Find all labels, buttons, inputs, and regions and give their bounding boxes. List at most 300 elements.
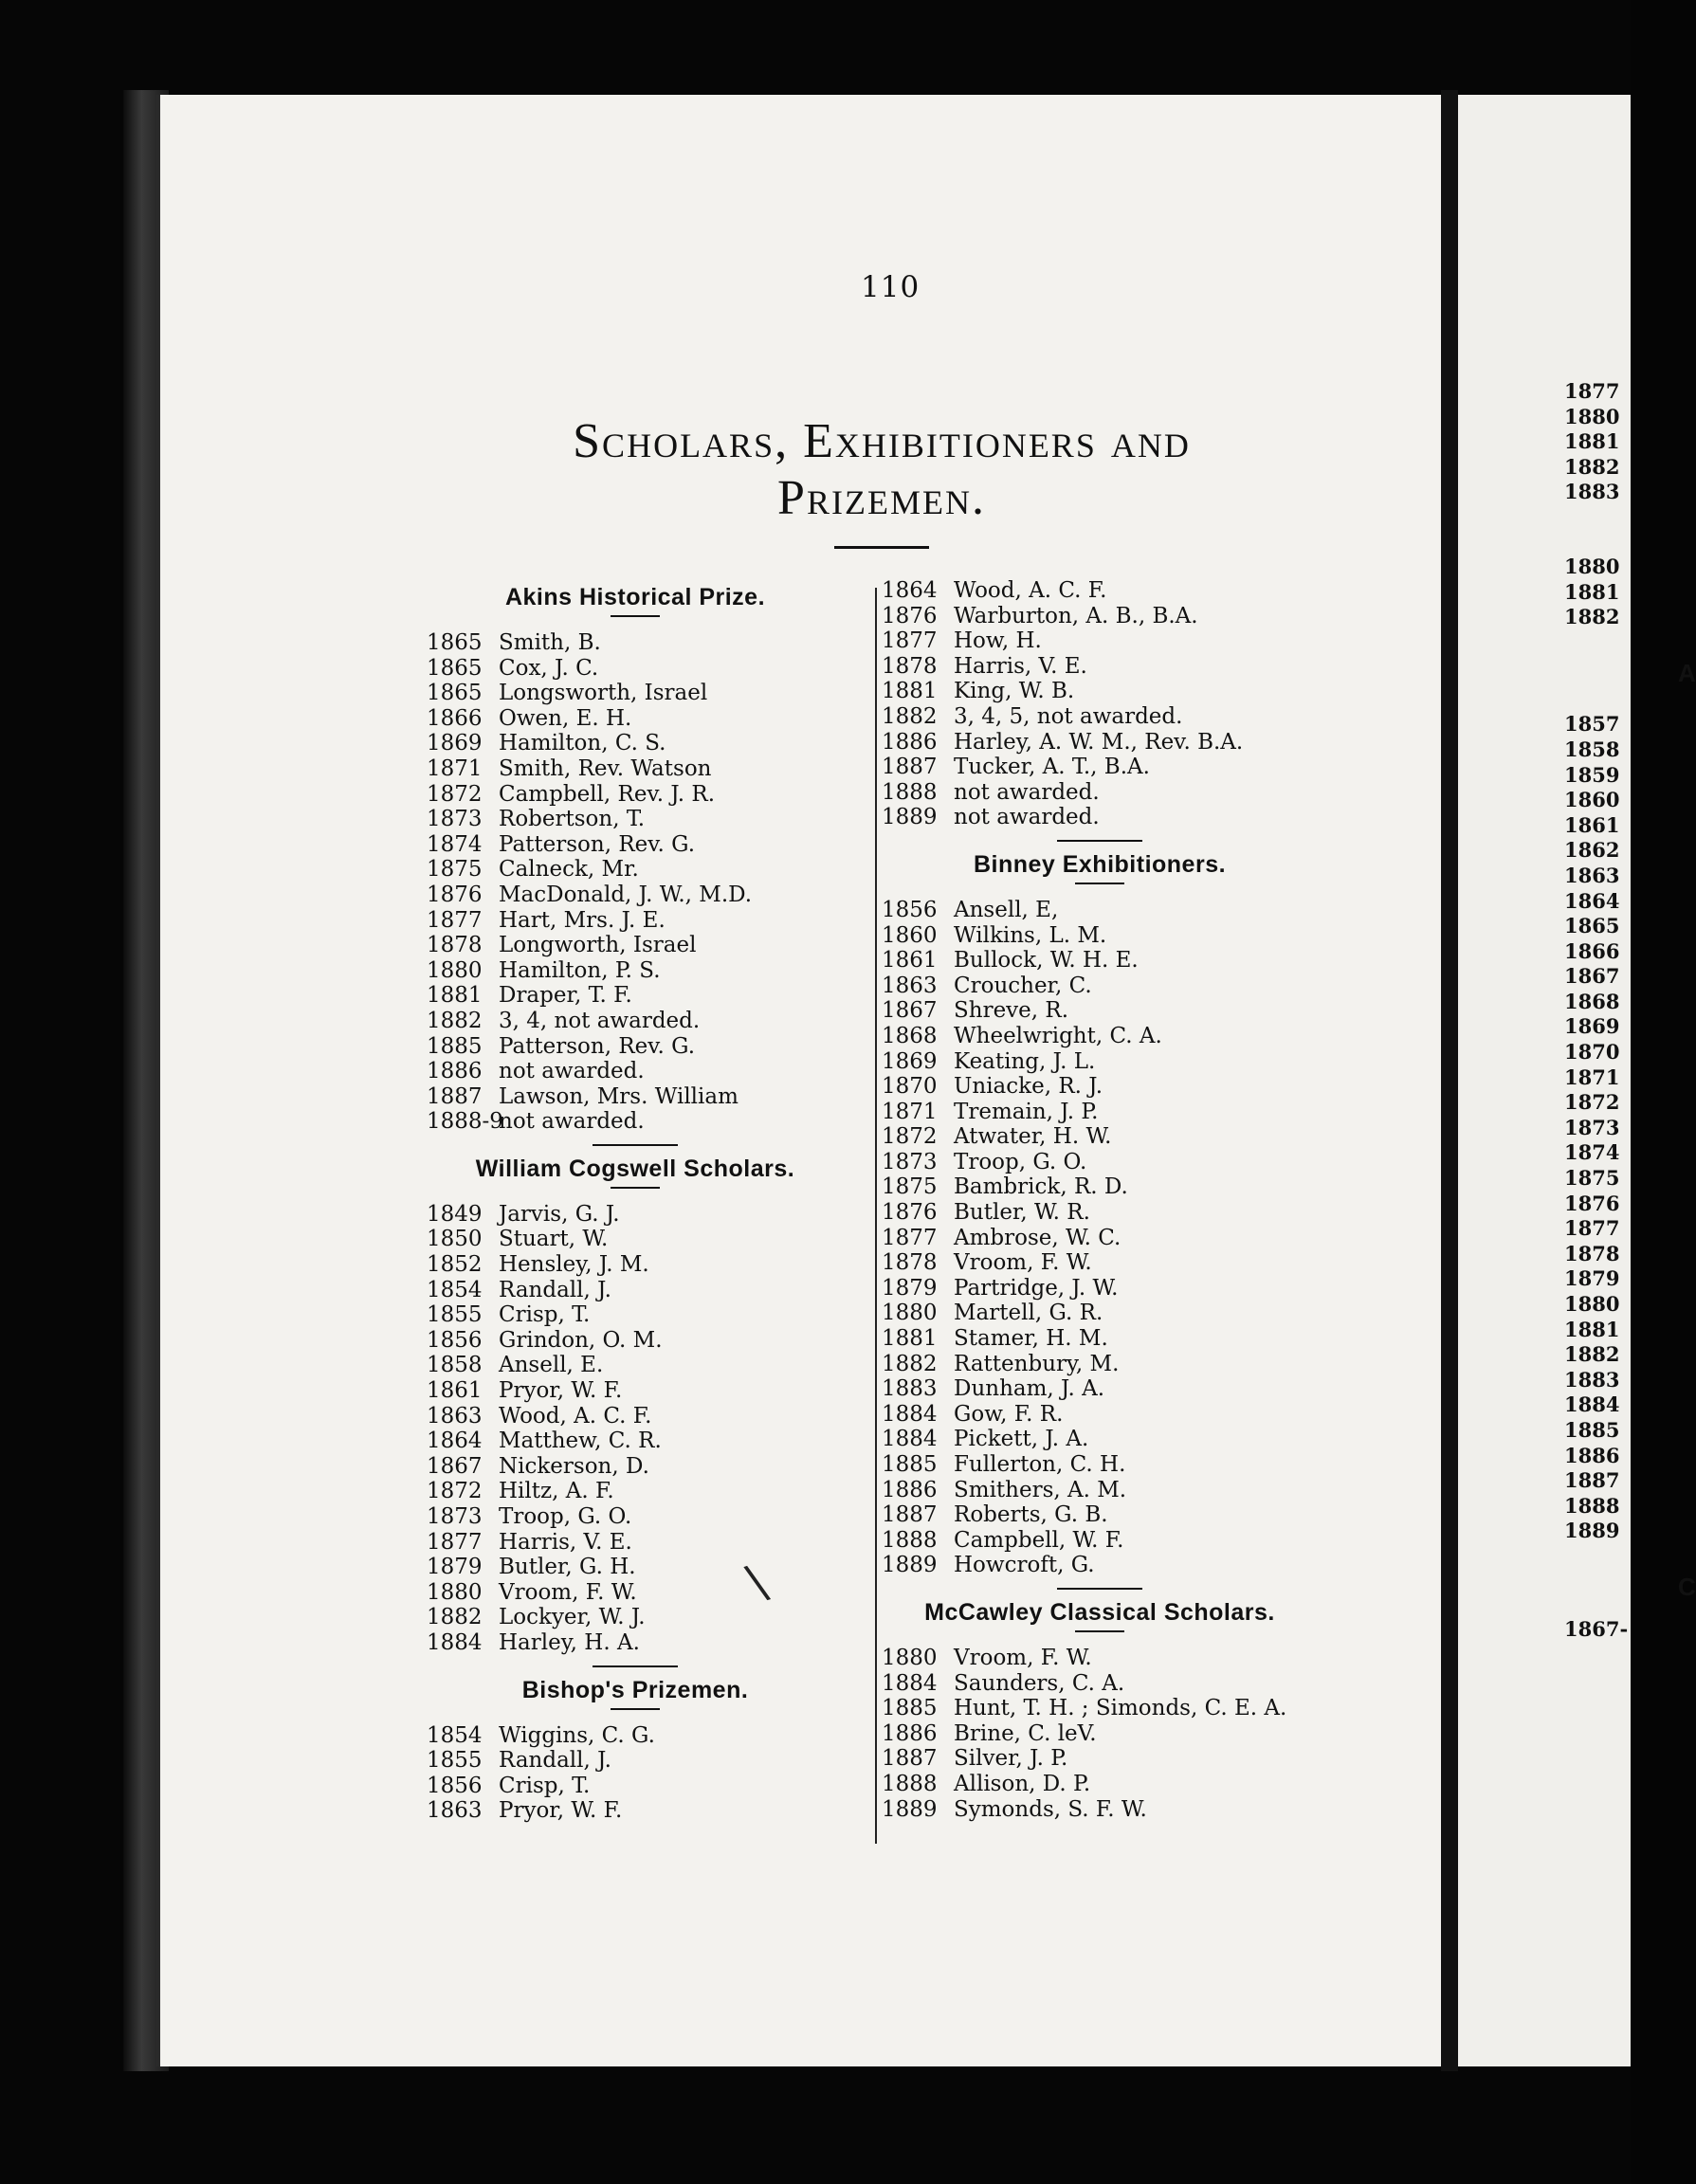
list-item — [427, 1278, 844, 1303]
list-item — [427, 807, 844, 832]
fragment-year: 1867 — [1564, 964, 1620, 989]
list-item — [427, 630, 844, 656]
entry-year: 1869 — [882, 1048, 938, 1074]
list-item — [427, 883, 844, 908]
list-item — [882, 805, 1318, 830]
list-item — [882, 1301, 1318, 1326]
fragment-year: 1872 — [1564, 1090, 1620, 1115]
fragment-year: 1875 — [1564, 1166, 1620, 1191]
entry-year: 1868 — [882, 1023, 938, 1048]
entry-name: MacDonald, J. W., M.D. — [499, 882, 753, 907]
entry-year: 1856 — [882, 897, 938, 922]
entry-name: Cox, J. C. — [499, 655, 599, 681]
list-item — [427, 706, 844, 732]
entry-name: not awarded. — [954, 805, 1100, 830]
entry-name: Crisp, T. — [499, 1773, 591, 1798]
entry-year: 1884 — [882, 1670, 938, 1696]
entry-name: Keating, J. L. — [954, 1048, 1096, 1074]
section — [427, 1665, 844, 1824]
entry-year: 1883 — [882, 1376, 938, 1402]
heading-rule — [611, 615, 660, 617]
list-item — [882, 1276, 1318, 1301]
fragment-year: 1882 — [1564, 454, 1620, 479]
entry-name: Uniacke, R. J. — [954, 1074, 1103, 1100]
entry-year: 1867 — [427, 1453, 483, 1479]
section-heading: Binney Exhibitioners. — [973, 850, 1227, 878]
fragment-year: 1861 — [1564, 812, 1620, 837]
list-item — [882, 974, 1318, 999]
list-item — [882, 1376, 1318, 1402]
entry-year: 1864 — [427, 1429, 483, 1454]
fragment-year: 1863 — [1564, 863, 1620, 887]
entry-year: 1874 — [427, 831, 483, 857]
entry-name: Atwater, H. W. — [954, 1124, 1112, 1150]
list-item — [882, 1150, 1318, 1175]
list-item — [427, 1479, 844, 1504]
fragment-year: 1877 — [1564, 379, 1620, 403]
section-separator-rule — [593, 1144, 678, 1146]
list-item — [427, 857, 844, 883]
fragment-year: 1883 — [1564, 1367, 1620, 1392]
entry-name: Stamer, H. M. — [954, 1326, 1108, 1352]
entry-year: 1877 — [427, 907, 483, 933]
entry-year: 1885 — [882, 1696, 938, 1721]
list-item — [427, 1328, 844, 1354]
entry-year: 1886 — [427, 1059, 483, 1084]
entry-year: 1887 — [882, 755, 938, 780]
entry-name: Bullock, W. H. E. — [954, 948, 1139, 974]
entry-name: Pickett, J. A. — [954, 1427, 1089, 1452]
entry-year: 1882 — [882, 703, 938, 729]
entry-year: 1884 — [882, 1401, 938, 1427]
entry-year: 1850 — [427, 1227, 483, 1252]
fragment-year: 1871 — [1564, 1065, 1620, 1089]
fragment-year: 1874 — [1564, 1140, 1620, 1165]
fragment-year: 1887 — [1564, 1468, 1620, 1493]
section-heading: McCawley Classical Scholars. — [924, 1598, 1275, 1626]
list-item — [427, 1723, 844, 1749]
fragment-year: 1886 — [1564, 1443, 1620, 1467]
section — [427, 584, 844, 1135]
entry-name: Hamilton, P. S. — [499, 957, 661, 983]
fragment-year: 1869 — [1564, 1014, 1620, 1039]
list-item — [882, 1553, 1318, 1578]
list-item — [427, 958, 844, 984]
entry-name: How, H. — [954, 628, 1042, 654]
entry-name: Hunt, T. H. ; Simonds, C. E. A. — [954, 1696, 1287, 1721]
entry-year: 1860 — [882, 922, 938, 948]
entry-name: Stuart, W. — [499, 1227, 609, 1252]
list-item — [882, 628, 1318, 654]
entry-year: 1872 — [882, 1124, 938, 1150]
entry-year: 1886 — [882, 1720, 938, 1746]
entry-name: Rattenbury, M. — [954, 1351, 1120, 1376]
entry-name: Smith, B. — [499, 630, 601, 655]
list-item — [427, 1504, 844, 1530]
list-item — [882, 1326, 1318, 1352]
list-item — [882, 1478, 1318, 1503]
entry-year: 1887 — [427, 1083, 483, 1109]
entry-year: 1880 — [427, 957, 483, 983]
entry-year: 1855 — [427, 1748, 483, 1774]
list-item — [427, 756, 844, 782]
list-item — [427, 656, 844, 682]
entry-year: 1886 — [882, 1477, 938, 1502]
entry-name: not awarded. — [954, 779, 1100, 805]
fragment-year: 1859 — [1564, 762, 1620, 787]
entry-name: Pryor, W. F. — [499, 1798, 623, 1824]
fragment-year: 1885 — [1564, 1417, 1620, 1442]
entry-year: 1873 — [427, 807, 483, 832]
fragment-year: 1865 — [1564, 914, 1620, 938]
entry-name: Lawson, Mrs. William — [499, 1083, 739, 1109]
entry-name: Randall, J. — [499, 1748, 611, 1774]
heading-rule — [1075, 1630, 1124, 1632]
entry-name: Saunders, C. A. — [954, 1670, 1125, 1696]
page-gutter — [1441, 90, 1458, 2071]
list-item — [427, 1774, 844, 1799]
year-group — [1564, 712, 1696, 1544]
entry-name: Ambrose, W. C. — [954, 1225, 1122, 1250]
list-item — [427, 1580, 844, 1606]
entry-year: 1856 — [427, 1773, 483, 1798]
section-heading: William Cogswell Scholars. — [475, 1155, 795, 1182]
list-item — [427, 1059, 844, 1084]
entry-year: 1865 — [427, 681, 483, 706]
fragment-year: 1879 — [1564, 1266, 1620, 1291]
page-number: 110 — [861, 270, 921, 304]
fragment-year: 1889 — [1564, 1519, 1620, 1543]
entry-year: 1877 — [882, 1225, 938, 1250]
entry-year: 1888 — [882, 1771, 938, 1796]
entry-year: 1849 — [427, 1201, 483, 1227]
entry-year: 1867 — [882, 998, 938, 1024]
fragment-year: 1876 — [1564, 1191, 1620, 1215]
list-item — [882, 1049, 1318, 1075]
list-item — [427, 1202, 844, 1228]
list-item — [882, 948, 1318, 974]
list-item — [882, 1174, 1318, 1200]
entry-name: Longsworth, Israel — [499, 681, 708, 706]
entry-name: Vroom, F. W. — [954, 1250, 1092, 1276]
list-item — [427, 1378, 844, 1404]
list-item — [427, 983, 844, 1009]
list-item — [882, 730, 1318, 755]
list-item — [882, 1528, 1318, 1554]
entry-name: Howcroft, G. — [954, 1553, 1095, 1578]
fragment-year: 1884 — [1564, 1392, 1620, 1417]
list-item — [882, 898, 1318, 923]
entry-name: Harris, V. E. — [499, 1529, 632, 1555]
entry-name: Ansell, E. — [499, 1353, 604, 1378]
entry-name: Dunham, J. A. — [954, 1376, 1105, 1402]
fragment-year: 1881 — [1564, 1317, 1620, 1341]
entry-year: 1852 — [427, 1252, 483, 1278]
fragment-year: 1858 — [1564, 737, 1620, 761]
list-item — [882, 1200, 1318, 1226]
entry-name: 3, 4, not awarded. — [499, 1008, 701, 1033]
fragment-year: 1880 — [1564, 554, 1620, 578]
entry-year: 1875 — [882, 1174, 938, 1200]
list-item — [882, 1797, 1318, 1823]
list-item — [882, 1452, 1318, 1478]
fragment-year: 1866 — [1564, 938, 1620, 963]
entry-year: 1889 — [882, 1553, 938, 1578]
entry-name: Matthew, C. R. — [499, 1429, 662, 1454]
entry-name: Shreve, R. — [954, 998, 1069, 1024]
list-item — [882, 1646, 1318, 1671]
list-item — [882, 679, 1318, 704]
entry-name: Brine, C. leV. — [954, 1720, 1097, 1746]
section — [882, 1588, 1318, 1822]
entry-year: 1888-9 — [427, 1109, 503, 1135]
entry-year: 1882 — [427, 1008, 483, 1033]
entry-name: Pryor, W. F. — [499, 1378, 623, 1404]
entry-year: 1880 — [882, 1645, 938, 1670]
list-item — [427, 782, 844, 808]
entry-name: Croucher, C. — [954, 973, 1092, 998]
fragment-year: 1882 — [1564, 1342, 1620, 1367]
fragment-year: 1860 — [1564, 788, 1620, 812]
list-item — [882, 1746, 1318, 1772]
fragment-year: 1881 — [1564, 429, 1620, 454]
entry-year: 1878 — [427, 933, 483, 958]
fragment-year: 1883 — [1564, 480, 1620, 504]
entry-year: 1886 — [882, 729, 938, 755]
list-item — [427, 681, 844, 706]
entry-name: Patterson, Rev. G. — [499, 1033, 696, 1059]
section — [882, 840, 1318, 1578]
list-item — [882, 1427, 1318, 1452]
entry-name: Gow, F. R. — [954, 1401, 1064, 1427]
entry-name: Harley, H. A. — [499, 1629, 640, 1655]
section-separator-rule — [1057, 840, 1142, 842]
list-item — [882, 654, 1318, 680]
entry-name: Jarvis, G. J. — [499, 1201, 620, 1227]
adjacent-page-fragment — [1564, 379, 1696, 1642]
entry-year: 1879 — [882, 1275, 938, 1301]
list-item — [427, 1798, 844, 1824]
list-item — [427, 1109, 844, 1135]
list-item — [882, 1671, 1318, 1697]
fragment-year: 1873 — [1564, 1115, 1620, 1139]
entry-year: 1858 — [427, 1353, 483, 1378]
entry-name: Campbell, Rev. J. R. — [499, 781, 716, 807]
entry-name: not awarded. — [499, 1059, 645, 1084]
entry-name: Partridge, J. W. — [954, 1275, 1119, 1301]
entry-year: 1861 — [882, 948, 938, 974]
entry-year: 1876 — [427, 882, 483, 907]
entry-name: Vroom, F. W. — [954, 1645, 1092, 1670]
list-item — [882, 1024, 1318, 1049]
list-item — [427, 1302, 844, 1328]
entry-year: 1873 — [427, 1504, 483, 1529]
entry-name: Roberts, G. B. — [954, 1502, 1108, 1528]
entry-name: Patterson, Rev. G. — [499, 831, 696, 857]
section-heading: Akins Historical Prize. — [504, 584, 766, 610]
entry-year: 1877 — [882, 628, 938, 654]
list-item — [427, 1555, 844, 1580]
entry-name: Troop, G. O. — [954, 1149, 1087, 1174]
entry-year: 1888 — [882, 779, 938, 805]
section — [882, 578, 1318, 830]
list-item — [882, 1250, 1318, 1276]
entry-name: Nickerson, D. — [499, 1453, 649, 1479]
entry-year: 1880 — [882, 1301, 938, 1326]
list-item — [882, 1721, 1318, 1747]
entry-name: not awarded. — [499, 1109, 645, 1135]
list-item — [427, 1252, 844, 1278]
fragment-year: 1868 — [1564, 989, 1620, 1013]
heading-rule — [611, 1708, 660, 1710]
entry-year: 1884 — [882, 1427, 938, 1452]
fragment-year: 1888 — [1564, 1493, 1620, 1518]
entry-year: 1877 — [427, 1529, 483, 1555]
list-item — [882, 604, 1318, 629]
fragment-year: 1880 — [1564, 1292, 1620, 1316]
list-item — [882, 1124, 1318, 1150]
list-item — [427, 1084, 844, 1110]
entry-name: Smith, Rev. Watson — [499, 755, 712, 781]
fragment-year: 1867- — [1564, 1616, 1629, 1641]
entry-name: 3, 4, 5, not awarded. — [954, 703, 1183, 729]
entry-year: 1873 — [882, 1149, 938, 1174]
entry-name: Randall, J. — [499, 1277, 611, 1302]
entry-year: 1889 — [882, 1796, 938, 1822]
list-item — [882, 923, 1318, 949]
entry-name: Hiltz, A. F. — [499, 1479, 614, 1504]
entry-year: 1872 — [427, 1479, 483, 1504]
page-title — [398, 414, 1365, 525]
entry-name: Hamilton, C. S. — [499, 731, 666, 756]
title-rule — [834, 546, 929, 549]
entry-year: 1881 — [882, 679, 938, 704]
entry-name: Warburton, A. B., B.A. — [954, 603, 1198, 628]
list-item — [427, 933, 844, 958]
year-group — [1564, 555, 1696, 630]
entry-year: 1881 — [882, 1326, 938, 1352]
entry-year: 1855 — [427, 1302, 483, 1328]
list-item — [427, 1353, 844, 1378]
right-column — [882, 578, 1318, 1828]
entry-year: 1870 — [882, 1074, 938, 1100]
fragment-year: 1870 — [1564, 1040, 1620, 1065]
fragment-year: 1882 — [1564, 605, 1620, 629]
list-item — [882, 578, 1318, 604]
fragment-letter: C — [1678, 1572, 1696, 1601]
entry-name: Troop, G. O. — [499, 1504, 632, 1529]
entry-name: Fullerton, C. H. — [954, 1452, 1126, 1477]
entry-name: Hensley, J. M. — [499, 1252, 649, 1278]
entry-year: 1861 — [427, 1378, 483, 1404]
list-item — [427, 1429, 844, 1454]
list-item — [427, 1404, 844, 1429]
entry-year: 1889 — [882, 805, 938, 830]
entry-name: Lockyer, W. J. — [499, 1605, 646, 1630]
entry-year: 1879 — [427, 1555, 483, 1580]
entry-year: 1865 — [427, 630, 483, 655]
entry-name: Harris, V. E. — [954, 653, 1087, 679]
entry-year: 1884 — [427, 1629, 483, 1655]
section-separator-rule — [593, 1665, 678, 1667]
entry-year: 1875 — [427, 857, 483, 883]
entry-year: 1885 — [882, 1452, 938, 1477]
entry-name: Calneck, Mr. — [499, 857, 639, 883]
heading-rule — [1075, 883, 1124, 884]
entry-name: Harley, A. W. M., Rev. B.A. — [954, 729, 1244, 755]
entry-name: Longworth, Israel — [499, 933, 697, 958]
entry-name: Campbell, W. F. — [954, 1527, 1124, 1553]
list-item — [882, 1502, 1318, 1528]
entry-name: King, W. B. — [954, 679, 1075, 704]
entry-name: Bambrick, R. D. — [954, 1174, 1128, 1200]
entry-name: Grindon, O. M. — [499, 1327, 663, 1353]
entry-name: Wheelwright, C. A. — [954, 1023, 1162, 1048]
list-item — [882, 1772, 1318, 1797]
left-column — [427, 578, 844, 1829]
list-item — [427, 1454, 844, 1480]
entry-year: 1866 — [427, 705, 483, 731]
entry-year: 1854 — [427, 1722, 483, 1748]
list-item — [882, 1100, 1318, 1125]
ink-mark: \ — [740, 1553, 774, 1611]
entry-name: Martell, G. R. — [954, 1301, 1103, 1326]
section-heading: Bishop's Prizemen. — [521, 1676, 749, 1703]
entry-year: 1882 — [427, 1605, 483, 1630]
entry-name: Tucker, A. T., B.A. — [954, 755, 1150, 780]
list-item — [882, 755, 1318, 780]
list-item — [427, 1748, 844, 1774]
title-line-2: Prizemen. — [777, 471, 986, 525]
entry-name: Wood, A. C. F. — [954, 578, 1107, 603]
list-item — [882, 1074, 1318, 1100]
list-item — [427, 731, 844, 756]
list-item — [882, 1352, 1318, 1377]
entry-year: 1863 — [882, 973, 938, 998]
title-line-1: Scholars, Exhibitioners and — [573, 414, 1191, 468]
entry-year: 1869 — [427, 731, 483, 756]
list-item — [427, 1630, 844, 1656]
entry-name: Hart, Mrs. J. E. — [499, 907, 666, 933]
section — [427, 1144, 844, 1656]
entry-name: Butler, W. R. — [954, 1200, 1090, 1226]
entry-year: 1856 — [427, 1327, 483, 1353]
fragment-year: 1877 — [1564, 1216, 1620, 1241]
entry-year: 1876 — [882, 603, 938, 628]
entry-name: Tremain, J. P. — [954, 1099, 1099, 1124]
entry-name: Symonds, S. F. W. — [954, 1796, 1147, 1822]
list-item — [427, 832, 844, 858]
entry-year: 1871 — [427, 755, 483, 781]
entry-year: 1887 — [882, 1746, 938, 1772]
entry-name: Robertson, T. — [499, 807, 646, 832]
entry-year: 1878 — [882, 1250, 938, 1276]
list-item — [882, 780, 1318, 806]
list-item — [427, 908, 844, 934]
entry-name: Vroom, F. W. — [499, 1579, 637, 1605]
list-item — [427, 1034, 844, 1060]
entry-name: Crisp, T. — [499, 1302, 591, 1328]
fragment-year: 1881 — [1564, 579, 1620, 604]
entry-name: Owen, E. H. — [499, 705, 632, 731]
year-group — [1564, 379, 1696, 505]
entry-name: Ansell, E, — [954, 897, 1059, 922]
entry-year: 1885 — [427, 1033, 483, 1059]
fragment-year: 1857 — [1564, 712, 1620, 737]
list-item — [427, 1009, 844, 1034]
list-item — [882, 998, 1318, 1024]
entry-year: 1863 — [427, 1403, 483, 1429]
